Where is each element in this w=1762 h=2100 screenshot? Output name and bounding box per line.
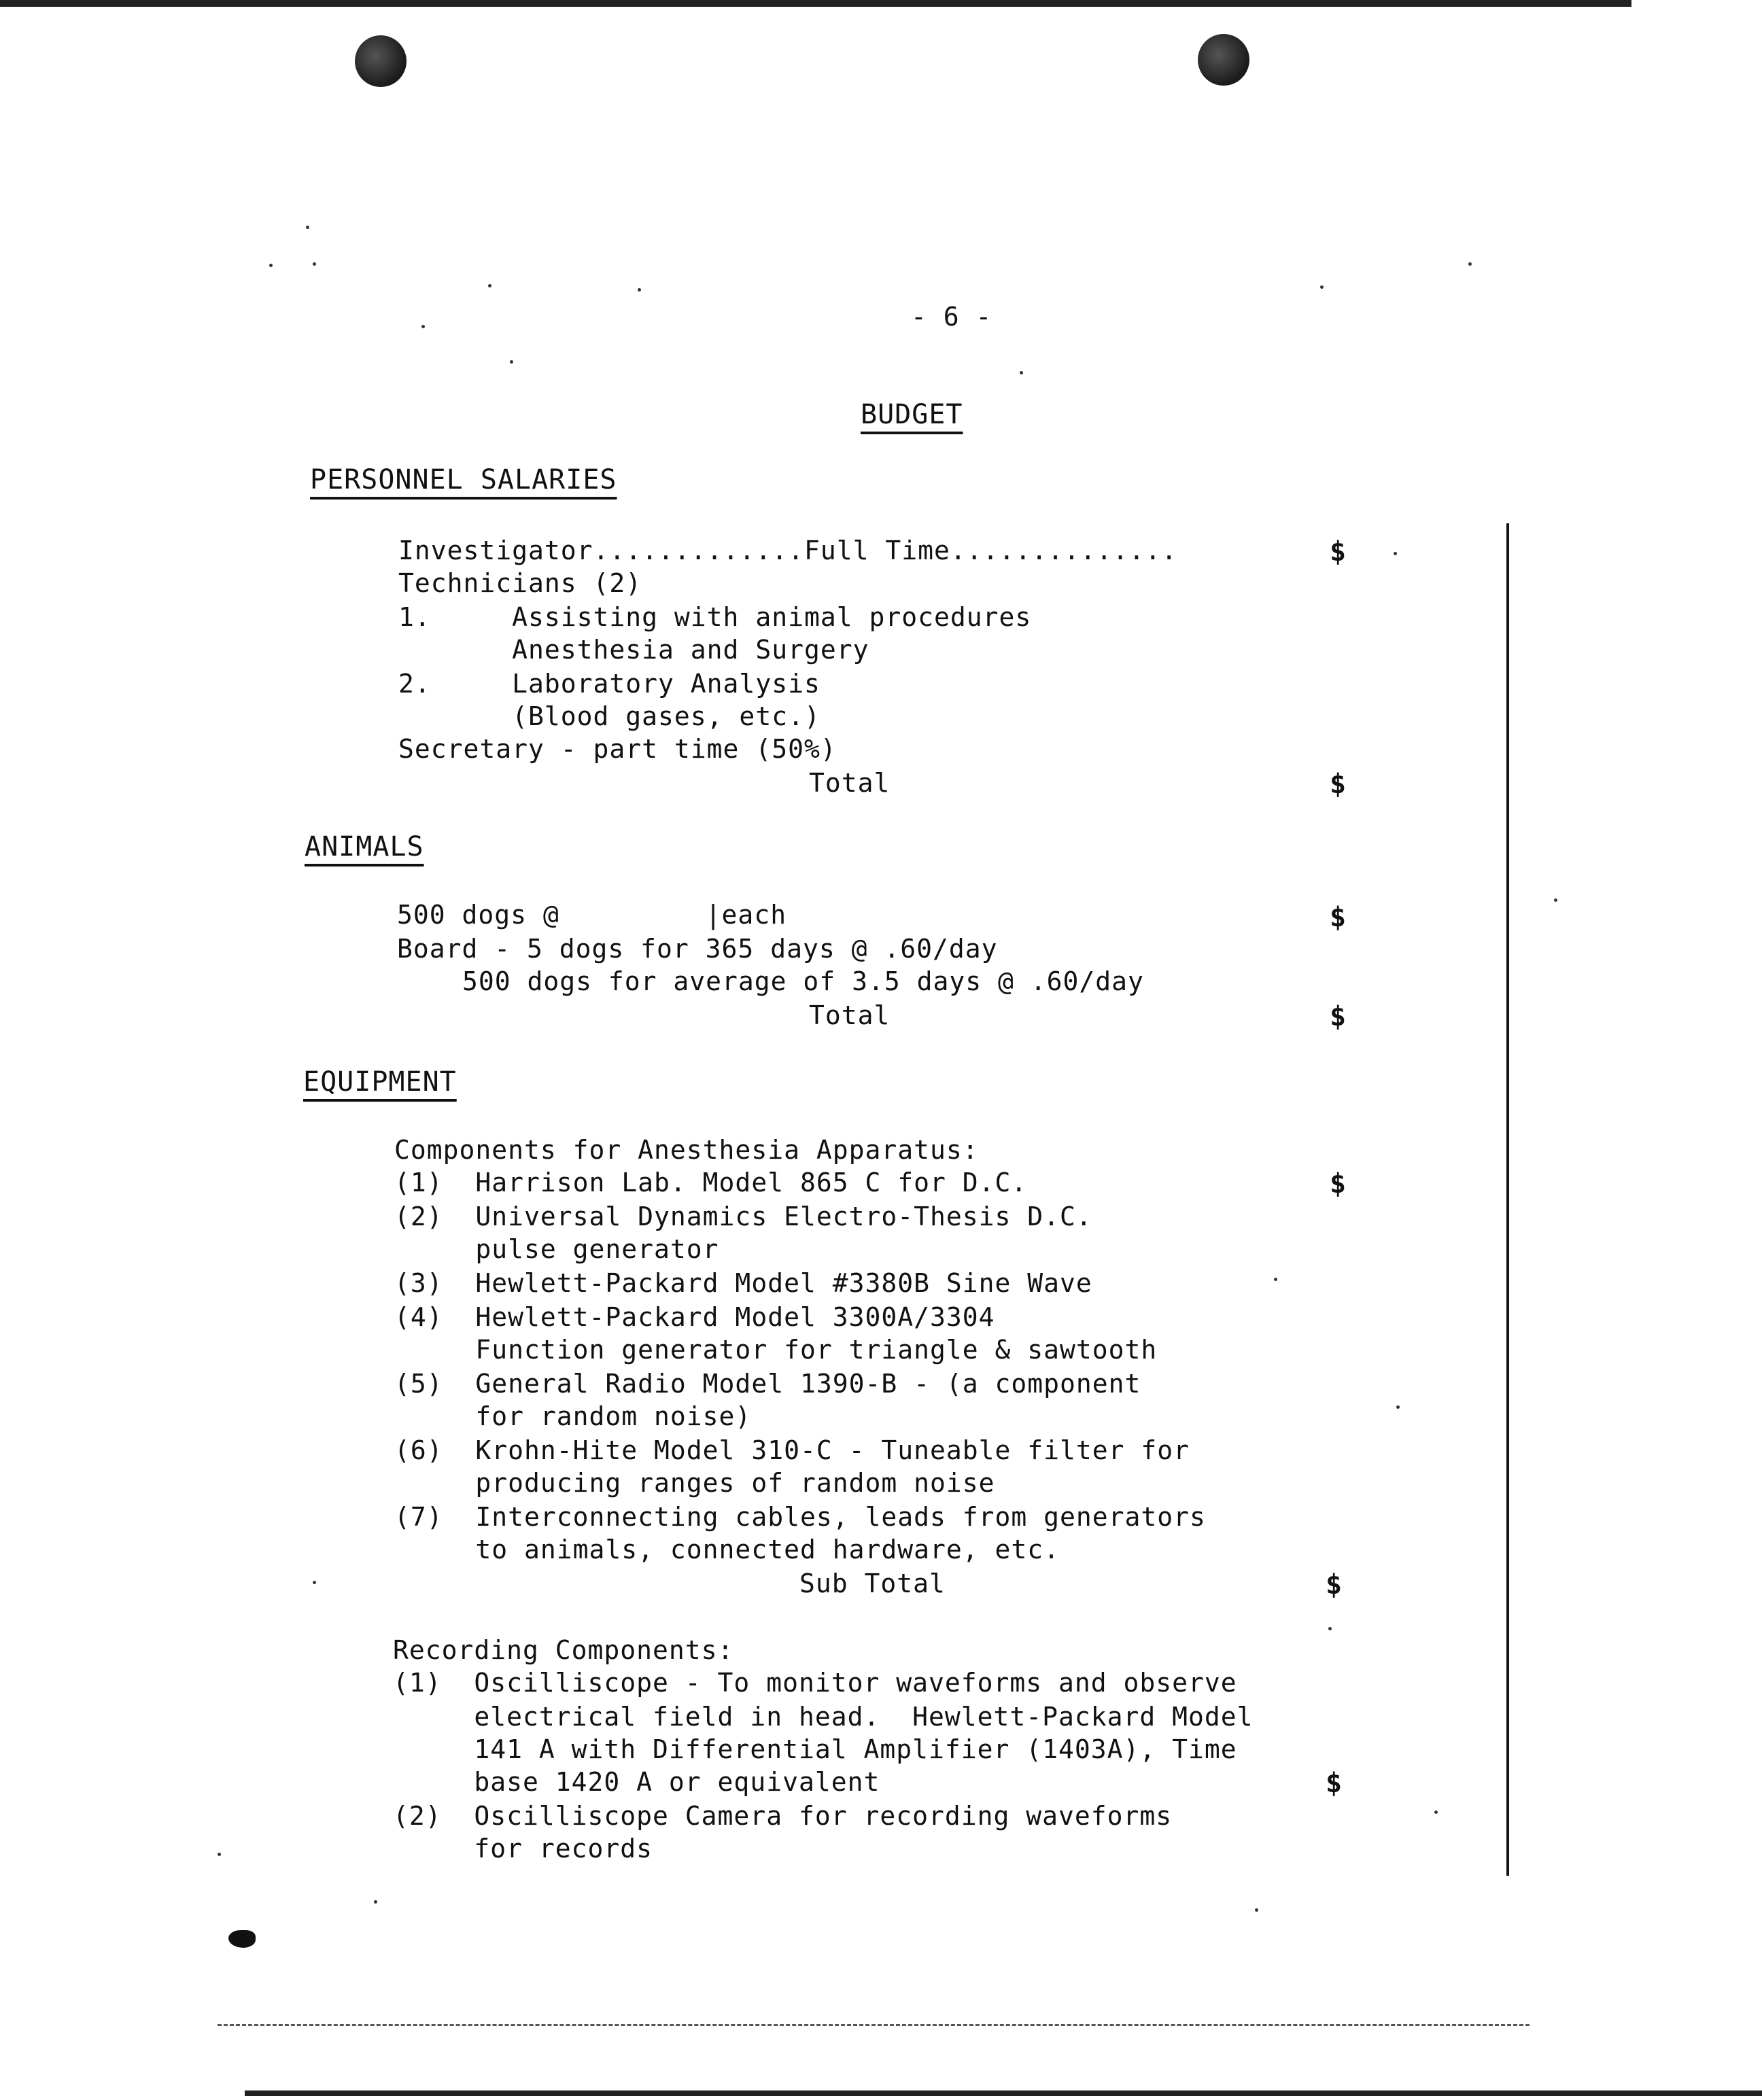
punch-hole-right — [1198, 34, 1249, 86]
equipment-line: Function generator for triangle & sawtooth — [394, 1335, 1158, 1365]
personnel-line: (Blood gases, etc.) — [398, 701, 820, 731]
animals-line: 500 dogs for average of 3.5 days @ .60/day — [462, 966, 1144, 996]
scan-speck — [306, 226, 309, 229]
recording-line: (1) Oscilliscope - To monitor waveforms and observe — [393, 1668, 1237, 1698]
punch-hole-left — [355, 35, 407, 87]
scan-edge-top — [0, 0, 1631, 7]
equipment-line: (4) Hewlett-Packard Model 3300A/3304 — [394, 1302, 995, 1332]
dollar-sign: $ — [1330, 769, 1347, 800]
equipment-line: pulse generator — [394, 1234, 719, 1264]
equipment-line: (1) Harrison Lab. Model 865 C for D.C. — [394, 1168, 1028, 1197]
dollar-sign: $ — [1330, 1168, 1347, 1200]
scan-edge-bottom — [245, 2090, 1762, 2096]
equipment-line: Components for Anesthesia Apparatus: — [394, 1135, 979, 1165]
scan-speck — [638, 288, 641, 292]
personnel-line: Secretary - part time (50%) — [398, 734, 837, 764]
right-margin-rule — [1506, 523, 1509, 1876]
equipment-line: (3) Hewlett-Packard Model #3380B Sine Wave — [394, 1268, 1092, 1298]
scan-speck — [1434, 1810, 1438, 1814]
section-heading-equipment: EQUIPMENT — [303, 1066, 457, 1098]
equipment-line: for random noise) — [394, 1401, 752, 1431]
page-number: - 6 - — [911, 302, 992, 332]
recording-line: (2) Oscilliscope Camera for recording waveforms — [393, 1801, 1173, 1831]
personnel-line: 1. Assisting with animal procedures — [398, 602, 1032, 632]
dollar-sign: $ — [1330, 1001, 1347, 1032]
scan-speck — [374, 1900, 377, 1904]
equipment-line: (2) Universal Dynamics Electro-Thesis D.C. — [394, 1202, 1092, 1231]
animals-line: Board - 5 dogs for 365 days @ .60/day — [397, 934, 998, 964]
scan-speck — [1320, 285, 1324, 289]
scan-speck — [1396, 1405, 1400, 1409]
dollar-sign: $ — [1330, 536, 1347, 567]
scan-speck — [1274, 1278, 1277, 1281]
recording-line: 141 A with Differential Amplifier (1403A), Time — [393, 1734, 1237, 1764]
recording-line: Recording Components: — [393, 1635, 734, 1665]
personnel-line: Investigator.............Full Time.............. — [398, 536, 1178, 565]
scan-speck — [1020, 371, 1023, 374]
scan-speck — [1255, 1908, 1258, 1912]
dollar-sign: $ — [1330, 902, 1347, 933]
personnel-line: Technicians (2) — [398, 568, 642, 598]
section-heading-animals: ANIMALS — [305, 831, 424, 862]
page-title: BUDGET — [861, 399, 963, 430]
scan-speck — [1554, 898, 1557, 902]
equipment-line: (5) General Radio Model 1390-B - (a component — [394, 1369, 1141, 1399]
equipment-line: (7) Interconnecting cables, leads from generators — [394, 1502, 1206, 1532]
animals-total-label: Total — [809, 1000, 891, 1030]
scan-speck — [421, 325, 425, 328]
scan-speck — [510, 360, 513, 364]
scan-speck — [1394, 552, 1397, 555]
equipment-line: (6) Krohn-Hite Model 310-C - Tuneable filter for — [394, 1435, 1190, 1465]
recording-line: electrical field in head. Hewlett-Packard Model — [393, 1702, 1254, 1732]
dollar-sign: $ — [1326, 1569, 1343, 1600]
scan-speck — [1468, 262, 1472, 266]
scan-speck — [1328, 1627, 1332, 1630]
dollar-sign: $ — [1326, 1768, 1343, 1799]
animals-line: 500 dogs @ |each — [397, 900, 787, 930]
scan-speck — [488, 284, 491, 287]
equipment-line: to animals, connected hardware, etc. — [394, 1535, 1060, 1564]
personnel-line: 2. Laboratory Analysis — [398, 669, 820, 699]
recording-line: for records — [393, 1834, 653, 1863]
scan-speck — [313, 1581, 316, 1584]
recording-line: base 1420 A or equivalent — [393, 1767, 880, 1797]
equipment-subtotal-label: Sub Total — [799, 1569, 946, 1598]
scan-speck — [218, 1853, 221, 1856]
equipment-line: producing ranges of random noise — [394, 1468, 995, 1498]
section-heading-personnel: PERSONNEL SALARIES — [310, 464, 617, 495]
scan-speck — [313, 262, 316, 266]
personnel-line: Anesthesia and Surgery — [398, 635, 869, 665]
ink-blot — [228, 1930, 256, 1948]
personnel-total-label: Total — [809, 768, 891, 798]
scan-dash-line — [218, 2024, 1530, 2026]
scan-speck — [269, 264, 273, 267]
